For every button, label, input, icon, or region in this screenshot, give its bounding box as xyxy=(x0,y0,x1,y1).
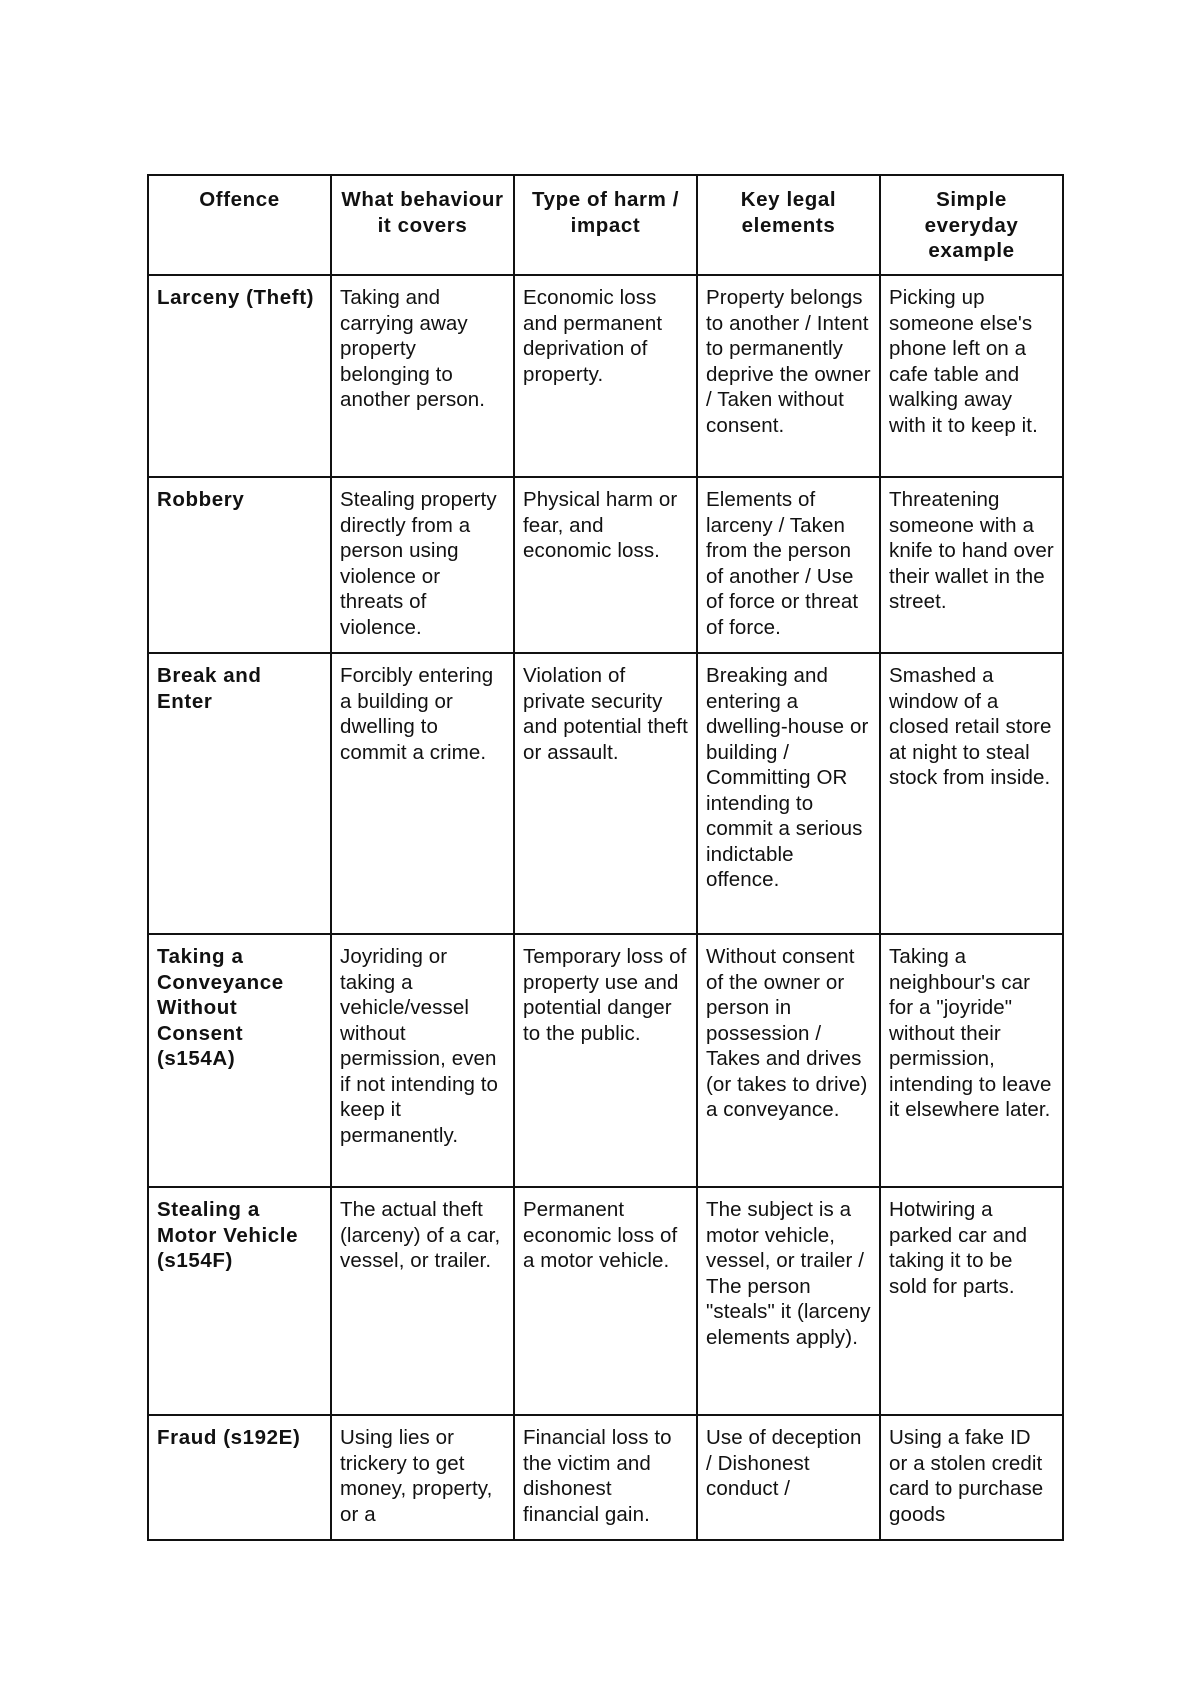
cell-harm: Physical harm or fear, and economic loss. xyxy=(514,477,697,653)
header-offence: Offence xyxy=(148,175,331,275)
cell-harm: Violation of private security and potential theft or assault. xyxy=(514,653,697,934)
cell-harm: Economic loss and permanent deprivation of property. xyxy=(514,275,697,477)
cell-harm: Permanent economic loss of a motor vehicle. xyxy=(514,1187,697,1415)
cell-behaviour: Forcibly entering a building or dwelling to commit a crime. xyxy=(331,653,514,934)
table-row xyxy=(148,477,1063,653)
cell-legal-elements: The subject is a motor vehicle, vessel, or trailer / The person "steals" it (larceny elements apply). xyxy=(697,1187,880,1415)
table-row xyxy=(148,275,1063,477)
table-row xyxy=(148,934,1063,1187)
cell-harm: Temporary loss of property use and potential danger to the public. xyxy=(514,934,697,1187)
cell-example: Smashed a window of a closed retail store at night to steal stock from inside. xyxy=(880,653,1063,934)
cell-legal-elements: Property belongs to another / Intent to permanently deprive the owner / Taken without consent. xyxy=(697,275,880,477)
cell-example: Picking up someone else's phone left on a cafe table and walking away with it to keep it. xyxy=(880,275,1063,477)
cell-offence: Break and Enter xyxy=(148,653,331,934)
table-header-row xyxy=(148,175,1063,275)
cell-legal-elements: Elements of larceny / Taken from the person of another / Use of force or threat of force. xyxy=(697,477,880,653)
cell-behaviour: The actual theft (larceny) of a car, vessel, or trailer. xyxy=(331,1187,514,1415)
table-row xyxy=(148,653,1063,934)
cell-offence: Taking a Conveyance Without Consent (s154A) xyxy=(148,934,331,1187)
cell-offence: Robbery xyxy=(148,477,331,653)
cell-example: Hotwiring a parked car and taking it to be sold for parts. xyxy=(880,1187,1063,1415)
cell-example: Threatening someone with a knife to hand over their wallet in the street. xyxy=(880,477,1063,653)
cell-legal-elements: Breaking and entering a dwelling-house or building / Committing OR intending to commit a serious indictable offence. xyxy=(697,653,880,934)
cell-harm: Financial loss to the victim and dishonest financial gain. xyxy=(514,1415,697,1540)
cell-legal-elements: Use of deception / Dishonest conduct / xyxy=(697,1415,880,1540)
cell-behaviour: Using lies or trickery to get money, property, or a xyxy=(331,1415,514,1540)
cell-example: Taking a neighbour's car for a "joyride" without their permission, intending to leave it elsewhere later. xyxy=(880,934,1063,1187)
header-legal-elements: Key legal elements xyxy=(697,175,880,275)
header-harm: Type of harm / impact xyxy=(514,175,697,275)
table-row xyxy=(148,1187,1063,1415)
offence-comparison-table xyxy=(147,174,1064,1541)
cell-legal-elements: Without consent of the owner or person in possession / Takes and drives (or takes to drive) a conveyance. xyxy=(697,934,880,1187)
cell-behaviour: Taking and carrying away property belonging to another person. xyxy=(331,275,514,477)
cell-example: Using a fake ID or a stolen credit card to purchase goods xyxy=(880,1415,1063,1540)
cell-offence: Stealing a Motor Vehicle (s154F) xyxy=(148,1187,331,1415)
cell-offence: Fraud (s192E) xyxy=(148,1415,331,1540)
table-row xyxy=(148,1415,1063,1540)
cell-offence: Larceny (Theft) xyxy=(148,275,331,477)
cell-behaviour: Joyriding or taking a vehicle/vessel without permission, even if not intending to keep it permanently. xyxy=(331,934,514,1187)
header-example: Simple everyday example xyxy=(880,175,1063,275)
cell-behaviour: Stealing property directly from a person using violence or threats of violence. xyxy=(331,477,514,653)
header-behaviour: What behaviour it covers xyxy=(331,175,514,275)
